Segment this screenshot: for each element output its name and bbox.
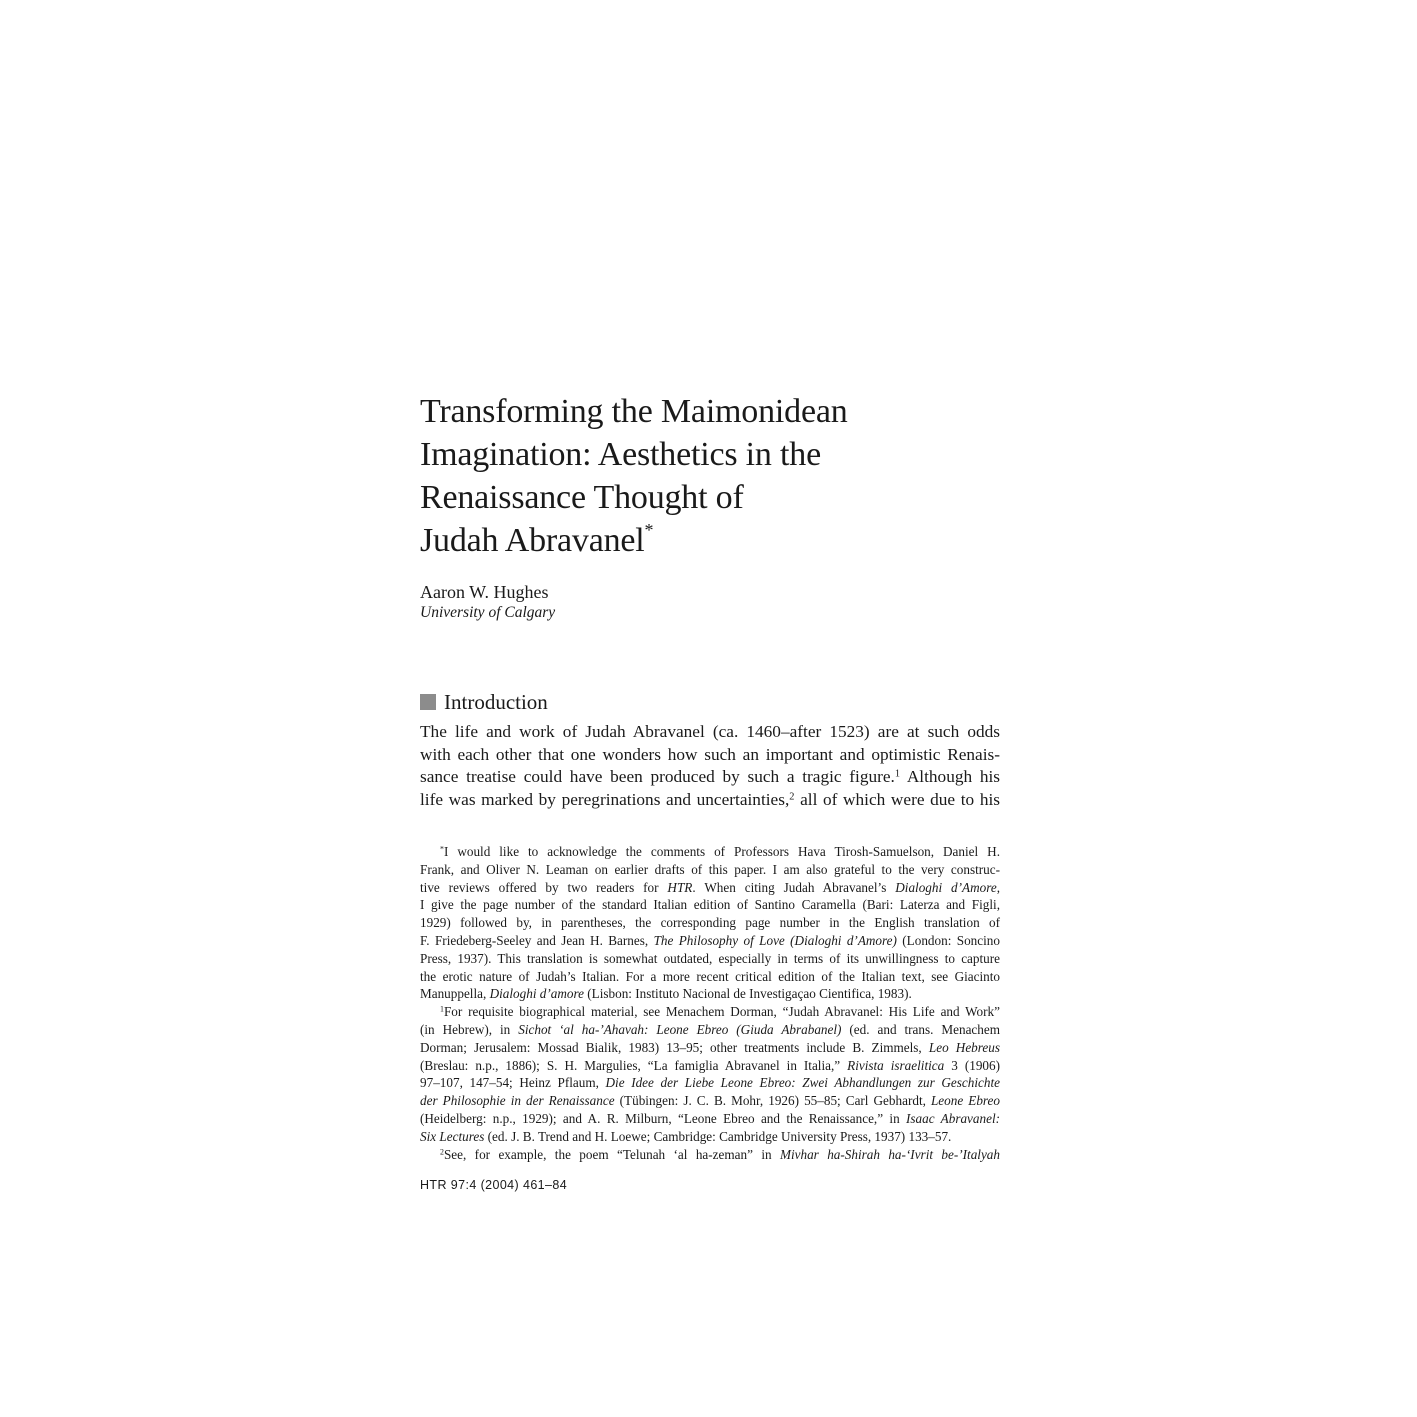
footnote-text: 97–107, 147–54; Heinz Pflaum, [420,1075,606,1091]
section-square-icon [420,694,436,710]
footnote-line [420,1146,1000,1164]
footnote-line: Frank, and Oliver N. Leaman on earlier drafts of this paper. I am also grateful to the very construc- [420,861,1000,877]
body-paragraph [420,721,1000,811]
footnote-text: tive reviews offered by two readers for [420,879,668,895]
title-line [420,519,1000,562]
footnote-italic: Leo Hebreus [928,1039,1000,1055]
footnote-mark: 1 [440,1004,444,1014]
footnote-text: (ed. and trans. Menachem [841,1021,1000,1037]
footnote-line [420,1039,1000,1057]
footnote-italic: Six Lectures [420,1128,485,1144]
footnote-line [420,879,1000,897]
footnote-line [420,1092,1000,1110]
title-line: Imagination: Aesthetics in the [420,436,821,473]
body-line [420,789,1000,812]
title-footnote-mark: * [644,520,654,540]
body-text-run: sance treatise could have been produced by such a tragic figure. [420,767,895,786]
footnote-line [420,1021,1000,1039]
footnote-text: (in Hebrew), in [420,1021,519,1037]
footnote-line [420,932,1000,950]
footnote-line [420,1128,1000,1146]
footnote-italic: The Philosophy of Love (Dialoghi d’Amore) [653,932,897,948]
footnote-italic: Leone Ebreo [930,1093,1000,1109]
footnote-italic: der Philosophie in der Renaissance [420,1093,615,1109]
footnote-line [420,1057,1000,1075]
footnote-text: Dorman; Jerusalem: Mossad Bialik, 1983) 13–95; other treatments include B. Zimmels, [420,1039,929,1055]
footnote-line [420,1003,1000,1021]
footnote-italic: Sichot ‘al ha-’Ahavah: Leone Ebreo (Giuda Abrabanel) [518,1021,842,1037]
body-line: with each other that one wonders how such an important and optimistic Renais- [420,744,1000,764]
footnote-italic: Rivista israelitica [847,1057,945,1073]
section-heading-text: Introduction [444,690,548,714]
footnote-italic: Die Idee der Liebe Leone Ebreo: Zwei Abhandlungen zur Geschichte [605,1075,1000,1091]
footnote-text: . When citing Judah Abravanel’s [692,879,896,895]
footnote-text: (Heidelberg: n.p., 1929); and A. R. Milburn, “Leone Ebreo and the Renaissance,” in [420,1110,907,1126]
section-heading [420,689,1000,715]
footnote-text: F. Friedeberg-Seeley and Jean H. Barnes, [420,932,654,948]
body-text-run: all of which were due to his [800,789,1000,809]
title-line: Renaissance Thought of [420,479,744,516]
footnote-line: Press, 1937). This translation is somewhat outdated, especially in terms of its unwillingness to capture [420,950,1000,966]
footnote-text: , [996,879,1001,895]
footnote-italic: Mivhar ha-Shirah ha-‘Ivrit be-’Italyah [779,1146,1000,1162]
footnote-ref: 1 [894,768,901,780]
footnote-italic: Dialoghi d’Amore [895,879,997,895]
footnote-line: the erotic nature of Judah’s Italian. For a more recent critical edition of the Italian text, see Giacinto [420,968,1000,984]
footnote-line [420,985,1000,1003]
title-line: Transforming the Maimonidean [420,393,848,430]
author-name: Aaron W. Hughes [420,582,549,602]
footnote-text: See, for example, the poem “Telunah ‘al ha-zeman” in [443,1146,780,1162]
footnote-text: (ed. J. B. Trend and H. Loewe; Cambridge: Cambridge University Press, 1937) 133–57. [484,1128,952,1144]
footnote-line [420,843,1000,861]
body-text-run: Although his [906,767,1000,786]
title-line-text: Judah Abravanel [420,522,645,559]
footnote-italic: Dialoghi d’amore [489,986,584,1002]
footnote-text: (Breslau: n.p., 1886); S. H. Margulies, “La famiglia Abravanel in Italia,” [420,1057,848,1073]
article-first-page [420,390,1000,1193]
footnote-mark: 2 [440,1147,444,1157]
journal-citation: HTR 97:4 (2004) 461–84 [420,1178,568,1193]
footnote-text: (Tübingen: J. C. B. Mohr, 1926) 55–85; Carl Gebhardt, [614,1093,931,1109]
footnote-text: 3 (1906) [944,1057,1000,1073]
footnote-text: I would like to acknowledge the comments of Professors Hava Tirosh-Samuelson, Daniel H. [443,844,1000,859]
footnote-italic: HTR [667,879,693,895]
article-title [420,390,1000,562]
footnotes [420,843,1000,1163]
footnote-line: I give the page number of the standard Italian edition of Santino Caramella (Bari: Laterza and Figli, [420,897,1000,913]
body-line: The life and work of Judah Abravanel (ca. 1460–after 1523) are at such odds [420,722,1000,741]
footnote-ref: 2 [789,790,795,802]
footnote-line [420,1110,1000,1128]
footnote-text: (Lisbon: Instituto Nacional de Investigaçao Cientifica, 1983). [583,986,912,1002]
footnote-line [420,1074,1000,1092]
footnote-text: Manuppella, [420,986,490,1002]
footnote-italic: Isaac Abravanel: [906,1110,1000,1126]
footnote-mark: * [440,844,444,854]
body-text-run: life was marked by peregrinations and uncertainties, [420,789,790,809]
author-affiliation: University of Calgary [420,604,556,621]
footnote-text: (London: Soncino [896,932,1000,948]
footnote-line: 1929) followed by, in parentheses, the corresponding page number in the English translation of [420,915,1000,931]
body-line [420,766,1000,789]
footnote-text: For requisite biographical material, see Menachem Dorman, “Judah Abravanel: His Life and Work” [443,1004,1000,1020]
